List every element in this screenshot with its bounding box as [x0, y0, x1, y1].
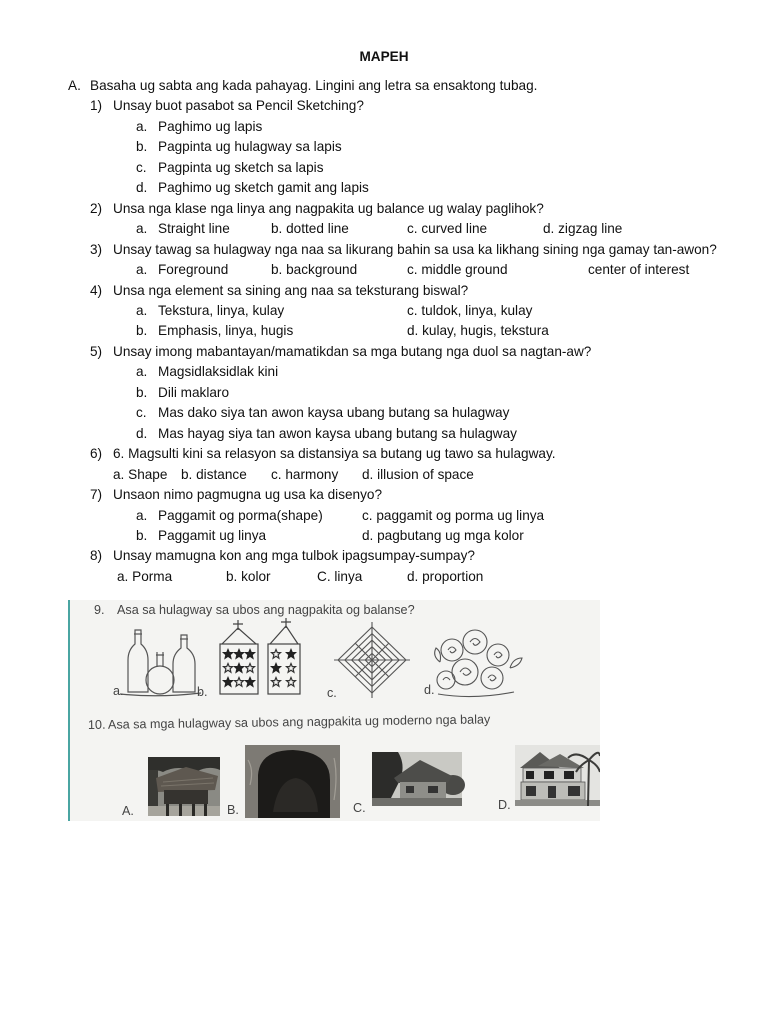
option-text: Emphasis, linya, hugis [158, 323, 294, 339]
photo-c-house [372, 752, 465, 806]
option-d-text: center of interest [588, 262, 690, 278]
option-letter: d. [136, 425, 148, 441]
question-2 [0, 199, 768, 219]
option-b [271, 219, 349, 239]
option-letter: c. [136, 405, 147, 421]
option-letter: d. [407, 323, 419, 339]
question-4 [0, 281, 768, 301]
diamond-weave-drawing [334, 622, 410, 698]
question-8 [0, 546, 768, 566]
question-text: Unsa nga element sa sining ang naa sa teksturang biswal? [113, 282, 469, 298]
option-letter: a. [136, 118, 148, 134]
question-text: Unsay mamugna kon ang mga tulbok ipagsumpay-sumpay? [113, 548, 475, 564]
option-text: linya [334, 568, 363, 584]
question-number: 7) [90, 487, 103, 503]
question-list [0, 76, 768, 587]
option-letter: C. [317, 568, 331, 584]
option-text: dotted line [286, 221, 349, 237]
question-number: 6) [90, 446, 103, 462]
q10-choice-b: B. [227, 803, 239, 817]
option-letter: b. [136, 139, 148, 155]
option-text: Mas hayag siya tan awon kaysa ubang butang sa hulagway [158, 425, 517, 441]
option-d [407, 567, 483, 587]
option-letter: b. [271, 262, 283, 278]
option-text: Porma [132, 568, 173, 584]
option-text: pagbutang ug mga kolor [377, 527, 524, 543]
option-d [543, 219, 622, 239]
q9-number: 9. [94, 603, 105, 617]
option-text: zigzag line [558, 221, 623, 237]
option-text: kolor [241, 568, 271, 584]
question-text: Unsay imong mabantayan/mamatikdan sa mga butang nga duol sa nagtan-aw? [113, 343, 592, 359]
scanned-image [68, 600, 600, 821]
option-letter: a. [117, 568, 129, 584]
q9-text: Asa sa hulagway sa ubos ang nagpakita og balanse? [117, 603, 415, 617]
option-c [317, 567, 362, 587]
option-text: Magsidlaksidlak kini [158, 364, 279, 380]
option-row [0, 424, 768, 444]
option-row [0, 321, 768, 341]
option-c [271, 465, 338, 485]
option-text: middle ground [421, 262, 508, 278]
section-letter: A. [68, 78, 81, 93]
q10-text: Asa sa mga hulagway sa ubos ang nagpakita ug moderno nga balay [107, 712, 491, 732]
question-number: 3) [90, 241, 103, 257]
option-text: Tekstura, linya, kulay [158, 302, 285, 318]
option-text: Mas dako siya tan awon kaysa ubang butang sa hulagway [158, 405, 510, 421]
question-text: Unsaon nimo pagmugna ug usa ka disenyo? [113, 487, 383, 503]
section-a-header [0, 76, 768, 96]
question-text: Unsay buot pasabot sa Pencil Sketching? [113, 98, 364, 114]
option-text: tuldok, linya, kulay [421, 302, 533, 318]
question-3 [0, 240, 768, 260]
question-1 [0, 96, 768, 116]
option-text: Straight line [158, 221, 230, 237]
option-b [181, 465, 247, 485]
option-text: Paggamit ug linya [158, 527, 267, 543]
option-letter: b. [226, 568, 238, 584]
option-c [407, 219, 487, 239]
q9-choice-b: b. [197, 685, 208, 699]
option-text: paggamit og porma ug linya [376, 507, 545, 523]
option-letter: d. [543, 221, 555, 237]
option-a [117, 567, 172, 587]
option-text: background [286, 262, 358, 278]
option-c [407, 301, 532, 321]
option-row [0, 362, 768, 382]
flowers-drawing [435, 630, 522, 697]
option-text: kulay, hugis, tekstura [422, 323, 549, 339]
option-text: distance [196, 466, 247, 482]
page-title: MAPEH [359, 49, 409, 64]
option-row [0, 158, 768, 178]
option-letter: b. [271, 221, 283, 237]
option-letter: d. [362, 527, 374, 543]
question-number: 2) [90, 200, 103, 216]
question-7 [0, 485, 768, 505]
q10-choice-d: D. [498, 798, 511, 812]
option-letter: c. [271, 466, 282, 482]
option-row [0, 260, 768, 280]
question-6 [0, 444, 768, 464]
option-letter: a. [136, 507, 148, 523]
option-c [407, 260, 508, 280]
option-row [0, 383, 768, 403]
option-text: harmony [285, 466, 339, 482]
option-letter: a. [136, 221, 148, 237]
option-text: Foreground [158, 262, 229, 278]
option-b [271, 260, 357, 280]
option-text: Dili maklaro [158, 384, 230, 400]
question-number: 8) [90, 548, 103, 564]
q10-number: 10. [87, 717, 106, 732]
option-d [362, 526, 524, 546]
option-letter: d. [407, 568, 419, 584]
option-letter: a. [113, 466, 125, 482]
option-text: Paghimo ug lapis [158, 118, 263, 134]
option-d [362, 465, 474, 485]
option-letter: a. [136, 262, 148, 278]
option-c [362, 506, 544, 526]
option-row [0, 137, 768, 157]
option-row [0, 403, 768, 423]
option-letter: c. [136, 159, 147, 175]
option-text: Pagpinta ug hulagway sa lapis [158, 139, 342, 155]
option-row [0, 178, 768, 198]
q9-choice-c: c. [327, 686, 337, 700]
option-letter: b. [136, 323, 148, 339]
option-text: Shape [128, 466, 168, 482]
option-text: Paggamit og porma(shape) [158, 507, 323, 523]
option-row [0, 219, 768, 239]
option-row [0, 526, 768, 546]
option-text: Pagpinta ug sketch sa lapis [158, 159, 324, 175]
question-number: 4) [90, 282, 103, 298]
question-text: Unsa nga klase nga linya ang nagpakita ug balance ug walay paglihok? [113, 200, 544, 216]
option-letter: c. [407, 262, 418, 278]
option-text: curved line [421, 221, 488, 237]
question-number: 1) [90, 98, 103, 114]
option-d [407, 321, 549, 341]
photo-a-nipa-hut [148, 757, 220, 816]
lanterns-drawing [220, 618, 300, 694]
question-5 [0, 342, 768, 362]
option-letter: d. [136, 180, 148, 196]
photo-d-modern-house [515, 745, 600, 806]
photo-b-cave [245, 745, 340, 818]
question-text: 6. Magsulti kini sa relasyon sa distansiya sa butang ug tawo sa hulagway. [113, 446, 556, 462]
option-row [0, 117, 768, 137]
option-b [226, 567, 271, 587]
option-letter: c. [362, 507, 373, 523]
option-letter: a. [136, 302, 148, 318]
option-letter: c. [407, 302, 418, 318]
option-row [0, 567, 768, 587]
q10-choice-a: A. [122, 804, 134, 818]
option-row [0, 465, 768, 485]
question-text: Unsay tawag sa hulagway nga naa sa likurang bahin sa usa ka likhang sining nga gamay tan-awon? [113, 241, 717, 257]
question-number: 5) [90, 343, 103, 359]
option-row [0, 301, 768, 321]
option-letter: b. [136, 384, 148, 400]
option-letter: b. [181, 466, 193, 482]
option-letter: d. [362, 466, 374, 482]
option-letter: c. [407, 221, 418, 237]
option-row [0, 506, 768, 526]
option-letter: b. [136, 527, 148, 543]
option-text: proportion [422, 568, 484, 584]
q9-choice-a: a. [113, 684, 124, 698]
option-a [113, 465, 167, 485]
q9-choice-d: d. [424, 683, 435, 697]
q10-choice-c: C. [353, 801, 366, 815]
bottles-drawing [120, 630, 201, 696]
option-letter: a. [136, 364, 148, 380]
option-text: Paghimo ug sketch gamit ang lapis [158, 180, 369, 196]
section-instruction: Basaha ug sabta ang kada pahayag. Lingini ang letra sa ensaktong tubag. [90, 78, 538, 93]
option-text: illusion of space [377, 466, 474, 482]
